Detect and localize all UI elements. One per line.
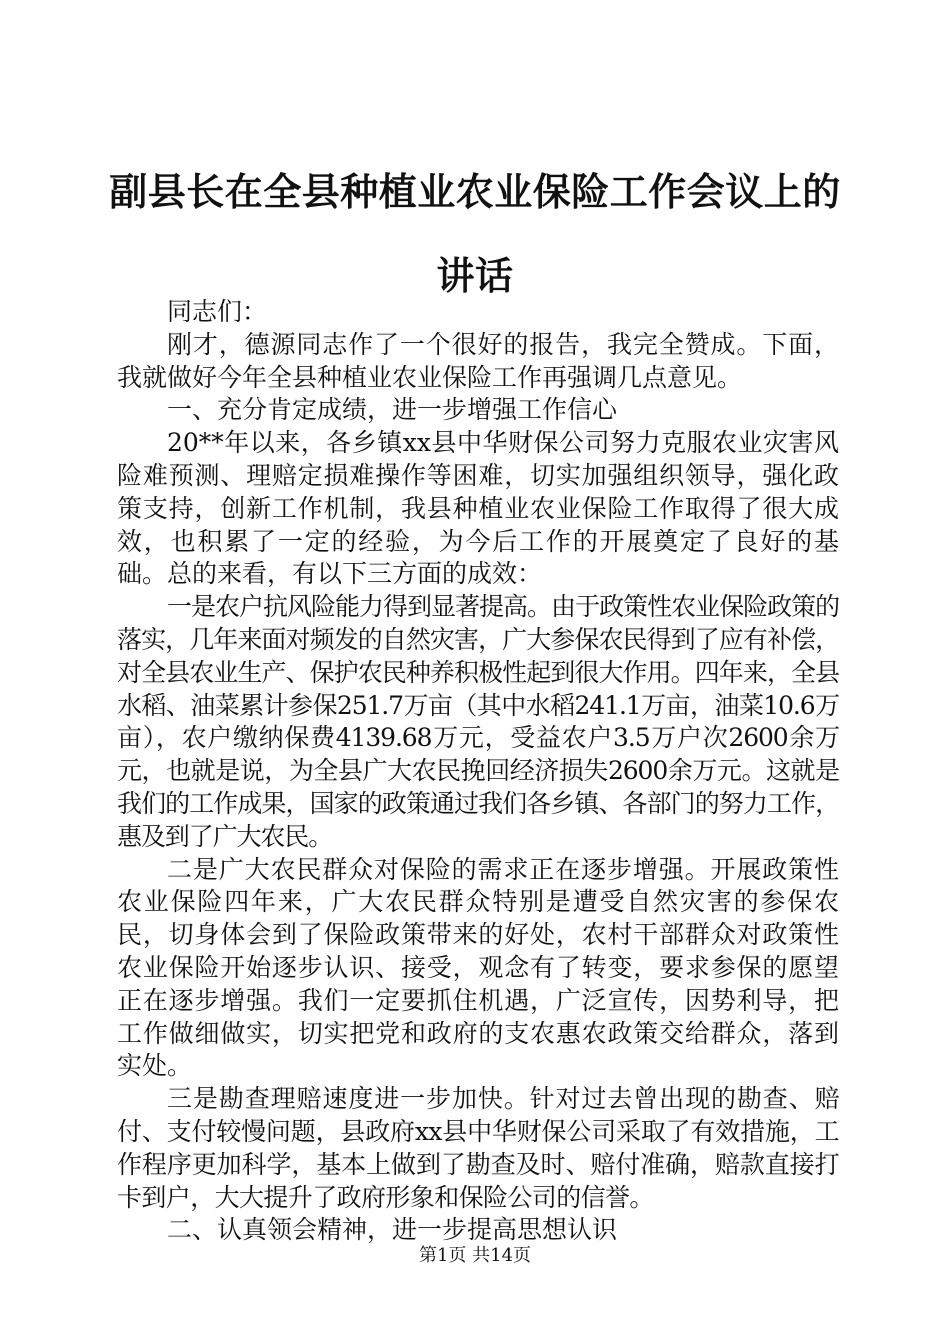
page-indicator: 第1页 共14页 [418, 1245, 532, 1266]
section-heading-1: 一、充分肯定成绩，进一步增强工作信心 [167, 395, 618, 425]
achievement-three-paragraph: 三是勘查理赔速度进一步加快。针对过去曾出现的勘查、赔付、支付较慢问题，县政府xx县中华财保公司采取了有效措施，工作程序更加科学，基本上做到了勘查及时、赔付准确，赔款直接打卡到户，大大提升了政府形象和保险公司的信誉。 [117, 1084, 839, 1212]
document-title: 副县长在全县种植业农业保险工作会议上的讲话 [109, 170, 841, 298]
document-body [117, 296, 839, 1247]
achievements-intro-paragraph: 20**年以来，各乡镇xx县中华财保公司努力克服农业灾害风险难预测、理赔定损难操作等困难，切实加强组织领导，强化政策支持，创新工作机制，我县种植业农业保险工作取得了很大成效，也积累了一定的经验，为今后工作的开展奠定了良好的基础。总的来看，有以下三方面的成效： [117, 428, 839, 589]
section-heading-2: 二、认真领会精神，进一步提高思想认识 [167, 1215, 618, 1245]
salutation-paragraph: 同志们： [167, 297, 268, 326]
opening-paragraph: 刚才，德源同志作了一个很好的报告，我完全赞成。下面，我就做好今年全县种植业农业保险工作再强调几点意见。 [117, 329, 839, 392]
achievement-two-paragraph: 二是广大农民群众对保险的需求正在逐步增强。开展政策性农业保险四年来，广大农民群众特别是遭受自然灾害的参保农民，切身体会到了保险政策带来的好处，农村干部群众对政策性农业保险开始逐步认识、接受，观念有了转变，要求参保的愿望正在逐步增强。我们一定要抓住机遇，广泛宣传，因势利导，把工作做细做实，切实把党和政府的支农惠农政策交给群众，落到实处。 [117, 854, 839, 1081]
achievement-one-paragraph: 一是农户抗风险能力得到显著提高。由于政策性农业保险政策的落实，几年来面对频发的自然灾害，广大参保农民得到了应有补偿，对全县农业生产、保护农民种养积极性起到很大作用。四年来，全县水稻、油菜累计参保251.7万亩（其中水稻241.1万亩，油菜10.6万亩），农户缴纳保费4139.68万元，受益农户3.5万户次2600余万元，也就是说，为全县广大农民挽回经济损失2600余万元。这就是我们的工作成果，国家的政策通过我们各乡镇、各部门的努力工作，惠及到了广大农民。 [117, 592, 839, 851]
